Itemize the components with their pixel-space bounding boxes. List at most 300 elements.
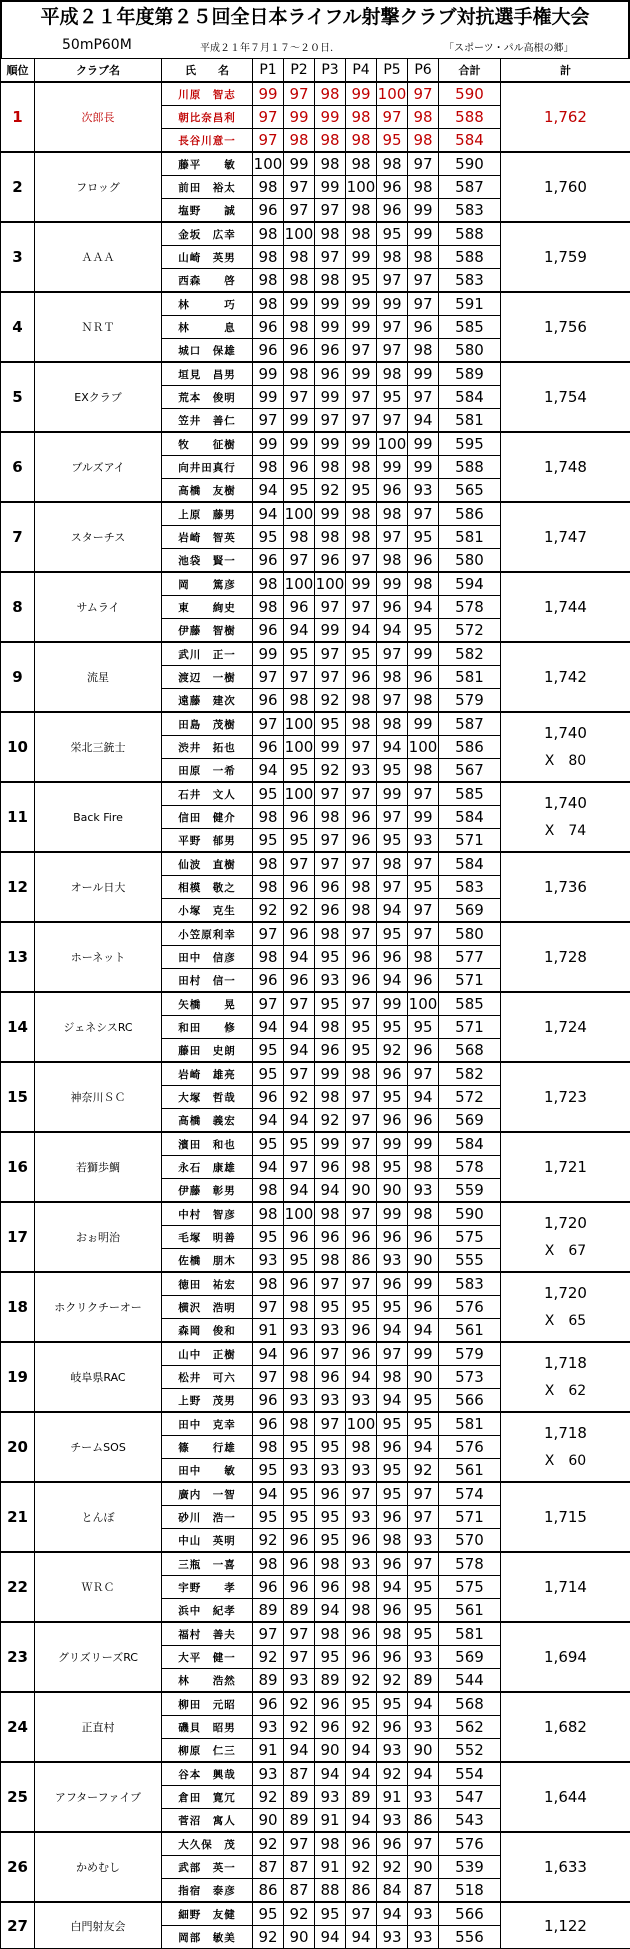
shooter-name: 藤田 史朗 xyxy=(162,1039,253,1063)
team-club: EXクラブ xyxy=(35,362,162,432)
header-grand: 計 xyxy=(501,59,630,83)
series-score: 97 xyxy=(346,596,377,619)
series-score: 97 xyxy=(315,409,346,433)
series-score: 99 xyxy=(346,292,377,316)
series-score: 97 xyxy=(377,339,408,363)
series-score: 97 xyxy=(284,549,315,573)
series-score: 89 xyxy=(284,1599,315,1623)
series-score: 95 xyxy=(253,1902,284,1926)
series-score: 98 xyxy=(315,526,346,549)
series-score: 96 xyxy=(284,1552,315,1576)
shooter-total: 586 xyxy=(439,736,501,759)
series-score: 94 xyxy=(284,1109,315,1133)
shooter-name: 垣見 昌男 xyxy=(162,362,253,386)
series-score: 96 xyxy=(315,1576,346,1599)
series-score: 97 xyxy=(315,782,346,806)
series-score: 98 xyxy=(346,876,377,899)
series-score: 99 xyxy=(315,292,346,316)
shooter-name: 高橋 義宏 xyxy=(162,1109,253,1133)
series-score: 98 xyxy=(315,1832,346,1856)
series-score: 93 xyxy=(253,1762,284,1786)
series-score: 98 xyxy=(253,1202,284,1226)
series-score: 99 xyxy=(253,82,284,106)
series-score: 91 xyxy=(315,1809,346,1833)
series-score: 95 xyxy=(284,642,315,666)
shooter-total: 562 xyxy=(439,1716,501,1739)
series-score: 98 xyxy=(253,456,284,479)
series-score: 99 xyxy=(377,782,408,806)
series-score: 92 xyxy=(253,1529,284,1553)
series-score: 97 xyxy=(377,526,408,549)
series-score: 95 xyxy=(284,1436,315,1459)
series-score: 92 xyxy=(315,689,346,713)
series-score: 94 xyxy=(377,1902,408,1926)
series-score: 96 xyxy=(253,1389,284,1413)
team-grand-total xyxy=(501,1762,630,1832)
series-score: 95 xyxy=(408,1016,439,1039)
series-score: 100 xyxy=(284,782,315,806)
shooter-name: 武部 英一 xyxy=(162,1856,253,1879)
series-score: 95 xyxy=(346,269,377,293)
series-score: 96 xyxy=(253,339,284,363)
series-score: 96 xyxy=(315,1482,346,1506)
shooter-total: 584 xyxy=(439,129,501,153)
shooter-name: 伊藤 智樹 xyxy=(162,619,253,643)
shooter-total: 570 xyxy=(439,1529,501,1553)
shooter-name: 森岡 俊和 xyxy=(162,1319,253,1343)
series-score: 96 xyxy=(377,1716,408,1739)
series-score: 98 xyxy=(315,1202,346,1226)
team-rank: 25 xyxy=(1,1762,35,1832)
series-score: 97 xyxy=(315,246,346,269)
shooter-total: 571 xyxy=(439,1016,501,1039)
series-score: 97 xyxy=(315,1412,346,1436)
series-score: 92 xyxy=(284,1716,315,1739)
series-score: 98 xyxy=(346,712,377,736)
series-score: 96 xyxy=(315,1039,346,1063)
series-score: 89 xyxy=(284,1786,315,1809)
series-score: 96 xyxy=(346,666,377,689)
shooter-total: 588 xyxy=(439,246,501,269)
header-name: 氏 名 xyxy=(162,59,253,83)
series-score: 99 xyxy=(377,572,408,596)
series-score: 96 xyxy=(346,946,377,969)
series-score: 96 xyxy=(408,666,439,689)
series-score: 95 xyxy=(253,1459,284,1483)
series-score: 86 xyxy=(346,1879,377,1903)
x-count: X 80 xyxy=(501,750,630,770)
series-score: 100 xyxy=(408,992,439,1016)
shooter-name: 上野 茂男 xyxy=(162,1389,253,1413)
shooter-name: 長谷川意一 xyxy=(162,129,253,153)
team-club: ＷＲＣ xyxy=(35,1552,162,1622)
series-score: 95 xyxy=(315,1646,346,1669)
results-body xyxy=(1,82,630,1949)
grand-total-value: 1,756 xyxy=(501,318,630,336)
series-score: 98 xyxy=(346,1156,377,1179)
series-score: 99 xyxy=(408,1272,439,1296)
event-label: 50mP60M xyxy=(62,37,132,53)
series-score: 96 xyxy=(346,1342,377,1366)
shooter-total: 581 xyxy=(439,526,501,549)
series-score: 99 xyxy=(346,316,377,339)
series-score: 96 xyxy=(377,1062,408,1086)
series-score: 94 xyxy=(284,1039,315,1063)
series-score: 96 xyxy=(315,1366,346,1389)
team-club: 白門射友会 xyxy=(35,1902,162,1949)
series-score: 98 xyxy=(346,456,377,479)
team-club: 岐阜県RAC xyxy=(35,1342,162,1412)
series-score: 99 xyxy=(377,1202,408,1226)
shooter-total: 576 xyxy=(439,1296,501,1319)
shooter-name: 前田 裕太 xyxy=(162,176,253,199)
series-score: 98 xyxy=(377,666,408,689)
series-score: 93 xyxy=(315,1459,346,1483)
shooter-name: 林 巧 xyxy=(162,292,253,316)
shooter-total: 543 xyxy=(439,1809,501,1833)
shooter-total: 583 xyxy=(439,1272,501,1296)
series-score: 92 xyxy=(284,899,315,923)
series-score: 95 xyxy=(253,782,284,806)
shooter-total: 568 xyxy=(439,1692,501,1716)
series-score: 98 xyxy=(253,246,284,269)
series-score: 96 xyxy=(346,806,377,829)
team-rank: 16 xyxy=(1,1132,35,1202)
series-score: 97 xyxy=(346,736,377,759)
shooter-total: 554 xyxy=(439,1762,501,1786)
series-score: 98 xyxy=(315,129,346,153)
table-row xyxy=(1,1902,630,1926)
series-score: 99 xyxy=(408,1132,439,1156)
shooter-total: 572 xyxy=(439,1086,501,1109)
series-score: 98 xyxy=(377,1622,408,1646)
series-score: 98 xyxy=(315,1249,346,1273)
series-score: 99 xyxy=(346,572,377,596)
series-score: 98 xyxy=(284,1412,315,1436)
shooter-total: 583 xyxy=(439,199,501,223)
series-score: 95 xyxy=(284,829,315,853)
series-score: 93 xyxy=(346,1389,377,1413)
table-row xyxy=(1,1832,630,1856)
series-score: 93 xyxy=(315,1389,346,1413)
series-score: 98 xyxy=(284,129,315,153)
series-score: 96 xyxy=(377,1832,408,1856)
series-score: 99 xyxy=(253,386,284,409)
series-score: 94 xyxy=(408,1762,439,1786)
shooter-name: 柳原 仁三 xyxy=(162,1739,253,1763)
shooter-name: 遠藤 建次 xyxy=(162,689,253,713)
series-score: 97 xyxy=(315,829,346,853)
series-score: 94 xyxy=(253,479,284,503)
shooter-total: 571 xyxy=(439,1506,501,1529)
series-score: 97 xyxy=(284,1062,315,1086)
team-club: 栄北三銃士 xyxy=(35,712,162,782)
series-score: 93 xyxy=(408,1529,439,1553)
grand-total-value: 1,720 xyxy=(501,1214,630,1232)
shooter-total: 585 xyxy=(439,992,501,1016)
shooter-total: 594 xyxy=(439,572,501,596)
series-score: 97 xyxy=(315,199,346,223)
series-score: 97 xyxy=(346,1272,377,1296)
series-score: 96 xyxy=(284,1529,315,1553)
header-row xyxy=(1,59,630,83)
series-score: 92 xyxy=(284,1902,315,1926)
series-score: 99 xyxy=(377,456,408,479)
shooter-total: 569 xyxy=(439,1646,501,1669)
series-score: 94 xyxy=(253,759,284,783)
series-score: 100 xyxy=(315,572,346,596)
series-score: 98 xyxy=(284,316,315,339)
series-score: 97 xyxy=(377,409,408,433)
series-score: 95 xyxy=(315,1436,346,1459)
series-score: 94 xyxy=(346,1366,377,1389)
series-score: 96 xyxy=(284,1342,315,1366)
shooter-name: 中山 英明 xyxy=(162,1529,253,1553)
series-score: 93 xyxy=(346,1552,377,1576)
series-score: 98 xyxy=(253,876,284,899)
series-score: 98 xyxy=(253,946,284,969)
series-score: 95 xyxy=(253,1132,284,1156)
table-row xyxy=(1,152,630,176)
series-score: 97 xyxy=(315,852,346,876)
grand-total-value: 1,633 xyxy=(501,1858,630,1876)
grand-total-value: 1,740 xyxy=(501,794,630,812)
series-score: 97 xyxy=(377,689,408,713)
series-score: 100 xyxy=(377,82,408,106)
grand-total-value: 1,740 xyxy=(501,724,630,742)
series-score: 98 xyxy=(315,1016,346,1039)
shooter-total: 588 xyxy=(439,222,501,246)
shooter-name: 永石 康雄 xyxy=(162,1156,253,1179)
series-score: 99 xyxy=(408,712,439,736)
team-grand-total xyxy=(501,1202,630,1272)
series-score: 92 xyxy=(253,1786,284,1809)
series-score: 93 xyxy=(408,1786,439,1809)
team-rank: 2 xyxy=(1,152,35,222)
shooter-total: 577 xyxy=(439,946,501,969)
series-score: 95 xyxy=(315,992,346,1016)
results-table xyxy=(0,58,630,1949)
series-score: 96 xyxy=(377,596,408,619)
series-score: 94 xyxy=(408,1319,439,1343)
shooter-name: 山崎 英男 xyxy=(162,246,253,269)
series-score: 98 xyxy=(253,1272,284,1296)
series-score: 98 xyxy=(408,572,439,596)
series-score: 93 xyxy=(408,479,439,503)
series-score: 98 xyxy=(346,199,377,223)
series-score: 93 xyxy=(377,1739,408,1763)
series-score: 97 xyxy=(284,1622,315,1646)
x-count: X 65 xyxy=(501,1310,630,1330)
series-score: 97 xyxy=(284,199,315,223)
series-score: 89 xyxy=(408,1669,439,1693)
shooter-name: 笠井 善仁 xyxy=(162,409,253,433)
shooter-name: 中村 智彦 xyxy=(162,1202,253,1226)
series-score: 98 xyxy=(253,1552,284,1576)
series-score: 97 xyxy=(284,666,315,689)
series-score: 96 xyxy=(284,339,315,363)
series-score: 95 xyxy=(346,1296,377,1319)
table-row xyxy=(1,1692,630,1716)
shooter-total: 578 xyxy=(439,596,501,619)
series-score: 97 xyxy=(408,1552,439,1576)
team-grand-total xyxy=(501,1902,630,1949)
series-score: 97 xyxy=(408,152,439,176)
series-score: 92 xyxy=(346,1716,377,1739)
team-rank: 8 xyxy=(1,572,35,642)
team-club: とんぼ xyxy=(35,1482,162,1552)
shooter-total: 581 xyxy=(439,1622,501,1646)
series-score: 98 xyxy=(253,1179,284,1203)
series-score: 92 xyxy=(377,1039,408,1063)
grand-total-value: 1,723 xyxy=(501,1088,630,1106)
shooter-total: 539 xyxy=(439,1856,501,1879)
series-score: 98 xyxy=(315,1086,346,1109)
series-score: 94 xyxy=(284,1179,315,1203)
series-score: 91 xyxy=(253,1739,284,1763)
series-score: 93 xyxy=(346,1506,377,1529)
series-score: 96 xyxy=(377,1552,408,1576)
series-score: 94 xyxy=(315,1762,346,1786)
series-score: 95 xyxy=(253,829,284,853)
series-score: 96 xyxy=(253,1086,284,1109)
series-score: 95 xyxy=(408,1412,439,1436)
series-score: 94 xyxy=(346,619,377,643)
shooter-name: 石井 文人 xyxy=(162,782,253,806)
series-score: 92 xyxy=(346,1856,377,1879)
team-club: アフターファイブ xyxy=(35,1762,162,1832)
series-score: 92 xyxy=(284,1692,315,1716)
team-grand-total xyxy=(501,1832,630,1902)
grand-total-value: 1,736 xyxy=(501,878,630,896)
series-score: 92 xyxy=(253,1832,284,1856)
table-row xyxy=(1,642,630,666)
series-score: 93 xyxy=(315,1786,346,1809)
shooter-total: 544 xyxy=(439,1669,501,1693)
series-score: 95 xyxy=(377,759,408,783)
shooter-total: 573 xyxy=(439,1366,501,1389)
series-score: 93 xyxy=(377,1249,408,1273)
series-score: 97 xyxy=(408,922,439,946)
series-score: 97 xyxy=(346,782,377,806)
series-score: 96 xyxy=(253,1576,284,1599)
series-score: 98 xyxy=(315,1622,346,1646)
team-grand-total xyxy=(501,782,630,852)
series-score: 95 xyxy=(346,1016,377,1039)
series-score: 96 xyxy=(284,1226,315,1249)
grand-total-value: 1,720 xyxy=(501,1284,630,1302)
shooter-total: 561 xyxy=(439,1459,501,1483)
series-score: 97 xyxy=(377,106,408,129)
shooter-name: 相模 敬之 xyxy=(162,876,253,899)
series-score: 90 xyxy=(408,1856,439,1879)
series-score: 90 xyxy=(377,1179,408,1203)
series-score: 93 xyxy=(408,1716,439,1739)
series-score: 96 xyxy=(377,1506,408,1529)
shooter-name: 田中 敏 xyxy=(162,1459,253,1483)
shooter-total: 582 xyxy=(439,1062,501,1086)
shooter-total: 574 xyxy=(439,1482,501,1506)
shooter-total: 569 xyxy=(439,899,501,923)
series-score: 96 xyxy=(408,1226,439,1249)
series-score: 97 xyxy=(253,712,284,736)
series-score: 97 xyxy=(284,992,315,1016)
shooter-name: 柳田 元昭 xyxy=(162,1692,253,1716)
series-score: 98 xyxy=(408,1202,439,1226)
series-score: 95 xyxy=(253,1226,284,1249)
series-score: 96 xyxy=(377,1646,408,1669)
table-row xyxy=(1,1622,630,1646)
shooter-total: 581 xyxy=(439,666,501,689)
shooter-total: 591 xyxy=(439,292,501,316)
series-score: 97 xyxy=(315,1272,346,1296)
series-score: 96 xyxy=(408,1039,439,1063)
series-score: 97 xyxy=(408,269,439,293)
table-row xyxy=(1,362,630,386)
series-score: 100 xyxy=(284,1202,315,1226)
team-club: サムライ xyxy=(35,572,162,642)
series-score: 97 xyxy=(377,269,408,293)
team-club: オール日大 xyxy=(35,852,162,922)
team-grand-total xyxy=(501,432,630,502)
series-score: 94 xyxy=(377,1319,408,1343)
shooter-name: 城口 保雄 xyxy=(162,339,253,363)
series-score: 97 xyxy=(346,992,377,1016)
team-club: 若獅歩鯛 xyxy=(35,1132,162,1202)
series-score: 98 xyxy=(315,1552,346,1576)
table-row xyxy=(1,782,630,806)
series-score: 93 xyxy=(315,1319,346,1343)
shooter-total: 590 xyxy=(439,82,501,106)
series-score: 92 xyxy=(253,1646,284,1669)
series-score: 94 xyxy=(253,502,284,526)
header-p4: P4 xyxy=(346,59,377,83)
series-score: 95 xyxy=(253,1062,284,1086)
series-score: 96 xyxy=(346,1319,377,1343)
series-score: 97 xyxy=(346,1482,377,1506)
series-score: 94 xyxy=(284,946,315,969)
table-row xyxy=(1,292,630,316)
shooter-total: 582 xyxy=(439,642,501,666)
grand-total-value: 1,694 xyxy=(501,1648,630,1666)
series-score: 97 xyxy=(346,409,377,433)
table-row xyxy=(1,1552,630,1576)
series-score: 94 xyxy=(253,1156,284,1179)
shooter-total: 566 xyxy=(439,1902,501,1926)
series-score: 95 xyxy=(315,712,346,736)
series-score: 95 xyxy=(408,1622,439,1646)
series-score: 98 xyxy=(346,1436,377,1459)
series-score: 94 xyxy=(408,596,439,619)
team-club: ＮＲＴ xyxy=(35,292,162,362)
series-score: 94 xyxy=(284,1739,315,1763)
series-score: 100 xyxy=(377,432,408,456)
series-score: 95 xyxy=(408,619,439,643)
shooter-total: 547 xyxy=(439,1786,501,1809)
team-grand-total xyxy=(501,1622,630,1692)
series-score: 92 xyxy=(253,1926,284,1949)
shooter-name: 東 絢史 xyxy=(162,596,253,619)
series-score: 90 xyxy=(408,1366,439,1389)
shooter-total: 595 xyxy=(439,432,501,456)
series-score: 95 xyxy=(315,1296,346,1319)
shooter-total: 561 xyxy=(439,1599,501,1623)
series-score: 94 xyxy=(284,1016,315,1039)
series-score: 96 xyxy=(408,549,439,573)
series-score: 96 xyxy=(315,1156,346,1179)
series-score: 96 xyxy=(253,549,284,573)
header-p1: P1 xyxy=(253,59,284,83)
